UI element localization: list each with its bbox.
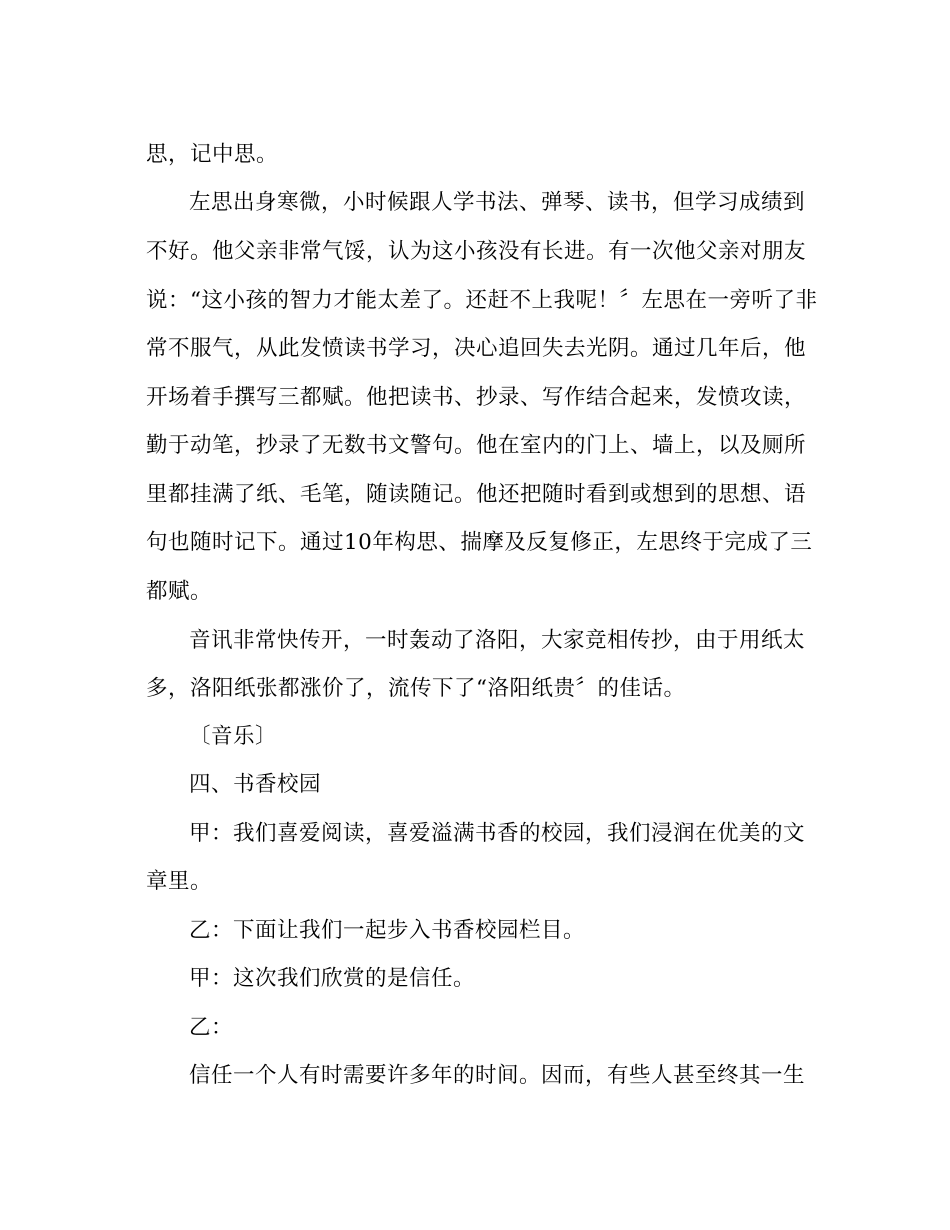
text-line: 勤于动笔，抄录了无数书文警句。他在室内的门上、墙上，以及厕所 bbox=[146, 433, 807, 458]
section-heading: 四、书香校园 bbox=[189, 772, 322, 797]
dialogue-line: 甲：这次我们欣赏的是信任。 bbox=[189, 966, 476, 991]
text-line: 思，记中思。 bbox=[146, 142, 279, 167]
text-line: 常不服气，从此发愤读书学习，决心追回失去光阴。通过几年后，他 bbox=[146, 336, 807, 361]
paragraph-first-line: 左思出身寒微，小时候跟人学书法、弹琴、读书，但学习成绩到 bbox=[189, 190, 806, 215]
text-line: 说：“这小孩的智力才能太差了。还赶不上我呢！〞左思在一旁听了非 bbox=[146, 288, 818, 313]
text-line: 开场着手撰写三都赋。他把读书、抄录、写作结合起来，发愤攻读， bbox=[146, 385, 807, 410]
text-line: 章里。 bbox=[146, 869, 213, 894]
paragraph-first-line: 信任一个人有时需要许多年的时间。因而，有些人甚至终其一生 bbox=[189, 1063, 806, 1088]
text-line: 里都挂满了纸、毛笔，随读随记。他还把随时看到或想到的思想、语 bbox=[146, 482, 807, 507]
text-line: 多，洛阳纸张都涨价了，流传下了“洛阳纸贵〞的佳话。 bbox=[146, 676, 686, 701]
text-line: 都赋。 bbox=[146, 579, 213, 604]
dialogue-line: 乙： bbox=[189, 1015, 234, 1040]
dialogue-line: 甲：我们喜爱阅读，喜爱溢满书香的校园，我们浸润在优美的文 bbox=[189, 821, 806, 846]
text-line: 句也随时记下。通过10年构思、揣摩及反复修正，左思终于完成了三 bbox=[146, 530, 813, 555]
text-line: 不好。他父亲非常气馁，认为这小孩没有长进。有一次他父亲对朋友 bbox=[146, 239, 807, 264]
music-cue: 〔音乐〕 bbox=[189, 724, 278, 749]
paragraph-first-line: 音讯非常快传开，一时轰动了洛阳，大家竞相传抄，由于用纸太 bbox=[189, 628, 806, 653]
dialogue-line: 乙：下面让我们一起步入书香校园栏目。 bbox=[189, 918, 586, 943]
